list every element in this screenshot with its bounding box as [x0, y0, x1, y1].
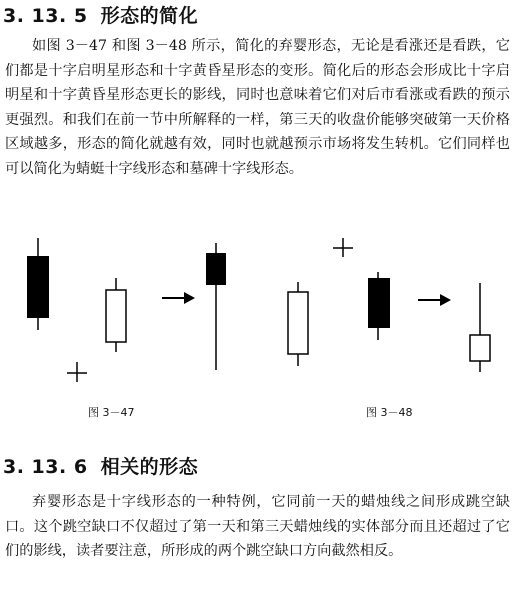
gravestone-candle — [470, 283, 490, 372]
body-paragraph-related: 弃婴形态是十字线形态的一种特例，它同前一天的蜡烛线之间形成跳空缺口。这个跳空缺口不仅超过了第一天和第三天蜡烛线的实体部分而且还超过了它们的影线，读者要注意，所形成的两个跳空缺口方向截然相反。 — [5, 494, 510, 560]
doji-cross-high — [333, 238, 353, 257]
arrow-right-icon — [418, 294, 451, 306]
doji-cross-low — [67, 362, 87, 382]
dragonfly-candle — [206, 243, 226, 370]
figure-3-47-diagram — [27, 238, 226, 382]
section-heading-3-13-6 — [3, 452, 198, 479]
figure-caption-3-48: 图 3－48 — [366, 406, 413, 419]
section-title: 相关的形态 — [100, 456, 199, 478]
candle-white-48 — [288, 282, 308, 366]
body-paragraph-simplification: 如图 3－47 和图 3－48 所示，简化的弃婴形态，无论是看涨还是看跌，它们都是十字启明星形态和十字黄昏星形态的变形。简化后的形态会形成比十字启明星和十字黄昏星形态更长的影线，同时也意味着它们对后市看涨或看跌的预示更强烈。和我们在前一节中所解释的一样，第三天的收盘价能够突破第一天价格区域越多，形态的简化就越有效，同时也就越预示市场将发生转机。它们同样也可以简化为蜻蜓十字线形态和墓碑十字线形态。 — [5, 38, 510, 177]
figure-caption-3-47: 图 3－47 — [88, 406, 135, 419]
figure-3-48-diagram — [288, 238, 490, 372]
candle-white — [106, 278, 126, 352]
candle-black-long — [27, 238, 49, 330]
arrow-right-icon — [162, 292, 195, 304]
section-number: 3. 13. 6 — [3, 456, 88, 478]
candle-black-48 — [368, 272, 390, 340]
section-title: 形态的简化 — [100, 5, 199, 27]
section-number: 3. 13. 5 — [3, 5, 88, 27]
